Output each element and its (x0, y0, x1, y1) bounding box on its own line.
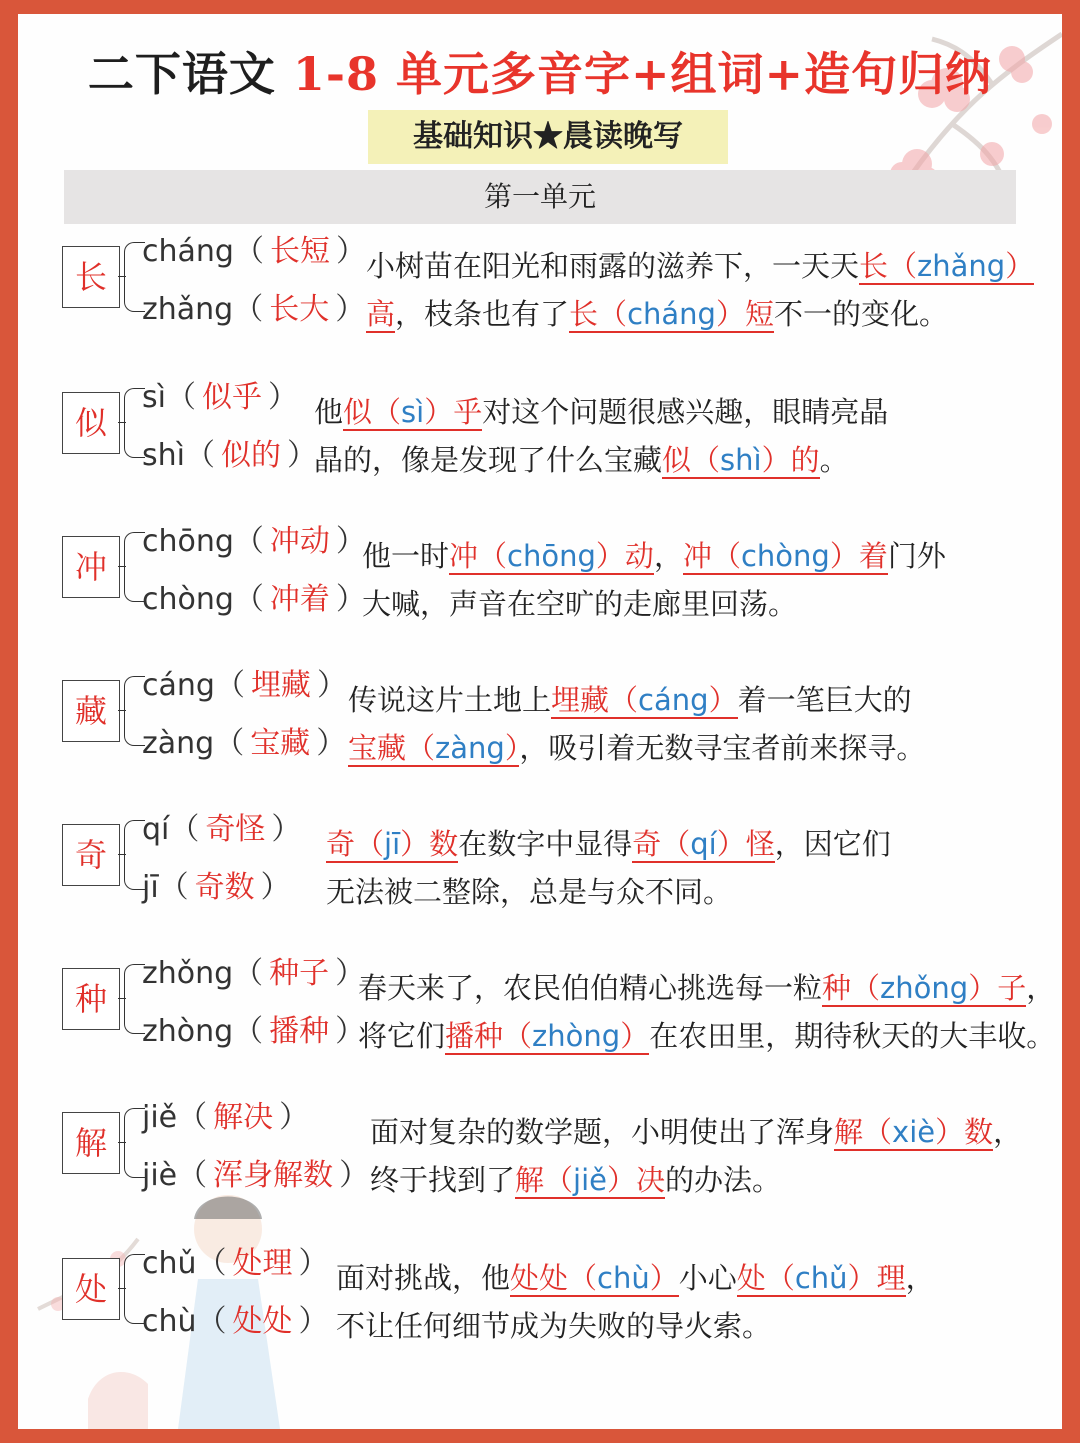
pinyin-annotation: xiè (892, 1115, 936, 1149)
reading-row (142, 232, 366, 272)
character-box: 似 (62, 392, 120, 454)
polyphone-entry (18, 814, 1062, 924)
pinyin-annotation: jiě (573, 1163, 608, 1197)
paren-close: ） (649, 1261, 679, 1295)
sentence-line (366, 246, 1034, 286)
sentence-line (366, 294, 948, 334)
example-word: 解决 (213, 1100, 274, 1135)
sentence-text: ， (1026, 971, 1056, 1005)
highlight-char: 理 (876, 1261, 906, 1295)
paren-close: ） (708, 683, 738, 717)
highlight-char: 动 (624, 539, 654, 573)
pinyin: chù (142, 1304, 197, 1339)
sentence-text: 在数字中显得 (458, 827, 633, 861)
reading-row (142, 1156, 369, 1196)
paren-open: （ (691, 443, 721, 477)
sentence-text: 大喊，声音在空旷的走廊里回荡。 (362, 587, 798, 621)
sentence-line (362, 536, 946, 576)
highlighted-word (632, 827, 775, 863)
sentence-text: ， (653, 539, 683, 573)
highlighted-word (662, 443, 820, 479)
character-box: 解 (62, 1112, 120, 1174)
paren-close: ） (335, 1014, 366, 1049)
reading-row (142, 1098, 309, 1138)
sentence-text: 他 (314, 395, 344, 429)
sentence-text: 门外 (887, 539, 946, 573)
sentence-text: 终于找到了 (370, 1163, 516, 1197)
sentence-text: 他一时 (362, 539, 450, 573)
highlight-char: 着 (858, 539, 888, 573)
example-word: 播种 (269, 1014, 330, 1049)
paren-close: ） (829, 539, 859, 573)
paren-close: ） (504, 731, 520, 765)
sentence-text: 面对复杂的数学题，小明使出了浑身 (370, 1115, 835, 1149)
polyphone-entry (18, 236, 1062, 346)
pinyin: jī (142, 870, 159, 905)
highlight-char: 似 (662, 443, 692, 477)
sentence-line (358, 1016, 1055, 1056)
paren-open: （ (598, 297, 628, 331)
character-box: 种 (62, 968, 120, 1030)
sentence-line (326, 824, 891, 864)
paren-close: ） (1005, 249, 1035, 283)
character-box: 长 (62, 246, 120, 308)
highlighted-word (326, 827, 458, 863)
sentence-line (336, 1306, 771, 1346)
example-word: 奇数 (194, 870, 255, 905)
polyphone-entry (18, 526, 1062, 636)
sentence-text: 的办法。 (665, 1163, 782, 1197)
paren-close: ） (298, 1246, 329, 1281)
unit-header: 第一单元 (64, 170, 1016, 224)
paren-close: ） (400, 827, 430, 861)
example-word: 冲动 (269, 524, 330, 559)
sentence-line (358, 968, 1055, 1008)
paren-close: ） (298, 1304, 329, 1339)
brace-tip (118, 1142, 126, 1143)
highlight-char: 数 (429, 827, 459, 861)
example-word: 长大 (269, 292, 330, 327)
highlight-char: 似 (343, 395, 373, 429)
highlighted-word (551, 683, 738, 719)
highlight-char: 解 (515, 1163, 545, 1197)
highlight-char: 宝藏 (348, 731, 407, 765)
paren-open: （ (765, 1261, 795, 1295)
pinyin-annotation: chòng (740, 539, 830, 573)
pinyin-annotation: cháng (627, 297, 716, 331)
highlight-char: 决 (636, 1163, 666, 1197)
paren-open: （ (851, 971, 881, 1005)
example-word: 浑身解数 (213, 1158, 334, 1193)
paren-close: ） (595, 539, 625, 573)
reading-row (142, 580, 366, 620)
highlighted-word (348, 731, 519, 767)
sentence-line (370, 1160, 781, 1200)
paren-open: （ (711, 539, 741, 573)
paren-open: （ (233, 1014, 264, 1049)
paren-close: ） (335, 292, 366, 327)
paren-open: （ (214, 668, 245, 703)
highlighted-word (569, 297, 774, 333)
paren-open: （ (609, 683, 639, 717)
sentence-text: 无法被二整除，总是与众不同。 (326, 875, 733, 909)
brace-tip (118, 710, 126, 711)
reading-row (142, 378, 298, 418)
highlight-char: 处 (736, 1261, 766, 1295)
sentence-line (336, 1258, 935, 1298)
sentence-line (362, 584, 797, 624)
sentence-text: ，吸引着无数寻宝者前来探寻。 (519, 731, 926, 765)
polyphone-entry (18, 382, 1062, 492)
pinyin: cháng (142, 234, 234, 269)
example-word: 长短 (269, 234, 330, 269)
paren-close: ） (620, 1019, 650, 1053)
paren-close: ） (935, 1115, 965, 1149)
reading-row (142, 810, 301, 850)
highlight-char: 奇 (632, 827, 662, 861)
pinyin: chōng (142, 524, 234, 559)
pinyin-annotation: zhòng (532, 1019, 621, 1053)
character-box: 处 (62, 1258, 120, 1320)
paren-open: （ (503, 1019, 533, 1053)
paren-open: （ (406, 731, 436, 765)
example-word: 种子 (269, 956, 330, 991)
highlighted-word (449, 539, 654, 575)
pinyin: zhǒng (142, 956, 234, 991)
character-box: 藏 (62, 680, 120, 742)
paren-close: ） (335, 524, 366, 559)
reading-row (142, 1302, 329, 1342)
pinyin-annotation: cáng (638, 683, 709, 717)
sentence-text: 在农田里，期待秋天的大丰收。 (649, 1019, 1056, 1053)
highlight-char: 数 (964, 1115, 994, 1149)
sentence-text: 对这个问题很感兴趣，眼睛亮晶 (482, 395, 889, 429)
paren-close: ） (424, 395, 454, 429)
example-word: 埋藏 (250, 668, 311, 703)
example-word: 似的 (220, 438, 281, 473)
highlighted-word (343, 395, 482, 431)
pinyin-annotation: zhǎng (917, 249, 1006, 283)
sentence-text: ，枝条也有了 (395, 297, 570, 331)
highlight-char: 长 (569, 297, 599, 331)
paren-open: （ (177, 1100, 208, 1135)
sentence-text: 着一笔巨大的 (737, 683, 912, 717)
highlighted-word (366, 297, 395, 333)
reading-row (142, 666, 347, 706)
paren-close: ） (335, 234, 366, 269)
example-word: 冲着 (269, 582, 330, 617)
pinyin: zhòng (142, 1014, 234, 1049)
highlight-char: 怪 (745, 827, 775, 861)
highlight-char: 种 (822, 971, 852, 1005)
pinyin-annotation: chǔ (794, 1261, 848, 1295)
paren-open: （ (214, 726, 245, 761)
highlight-char: 的 (790, 443, 820, 477)
paren-open: （ (355, 827, 385, 861)
sentence-line (314, 392, 888, 432)
paren-open: （ (372, 395, 402, 429)
paren-open: （ (169, 812, 200, 847)
example-word: 似乎 (201, 380, 262, 415)
paren-open: （ (233, 234, 264, 269)
polyphone-entry (18, 670, 1062, 780)
sentence-text: 小树苗在阳光和雨露的滋养下，一天天 (366, 249, 860, 283)
sentence-text: 面对挑战，他 (336, 1261, 511, 1295)
sentence-text: 不让任何细节成为失败的导火索。 (336, 1309, 772, 1343)
paren-open: （ (233, 524, 264, 559)
paren-open: （ (165, 380, 196, 415)
paren-close: ） (607, 1163, 637, 1197)
paren-open: （ (158, 870, 189, 905)
pinyin: sì (142, 380, 166, 415)
sentence-text: 不一的变化。 (773, 297, 948, 331)
pinyin: qí (142, 812, 170, 847)
paren-close: ） (761, 443, 791, 477)
pinyin-annotation: qí (690, 827, 717, 861)
polyphone-entry (18, 1102, 1062, 1212)
sentence-line (314, 440, 849, 480)
example-word: 处理 (232, 1246, 293, 1281)
subtitle-banner: 基础知识★晨读晚写 (368, 110, 728, 164)
paren-close: ） (339, 1158, 370, 1193)
pinyin: chòng (142, 582, 234, 617)
highlight-char: 乎 (453, 395, 483, 429)
highlighted-word (859, 249, 1034, 285)
paren-close: ） (716, 827, 746, 861)
highlighted-word (834, 1115, 993, 1151)
character-box: 冲 (62, 536, 120, 598)
highlighted-word (515, 1163, 665, 1199)
paren-open: （ (177, 1158, 208, 1193)
sentence-text: ，因它们 (774, 827, 891, 861)
reading-row (142, 724, 346, 764)
paren-open: （ (233, 582, 264, 617)
example-word: 奇怪 (205, 812, 266, 847)
paren-close: ） (335, 956, 366, 991)
sentence-text: 小心 (678, 1261, 737, 1295)
paren-open: （ (888, 249, 918, 283)
highlight-char: 埋藏 (551, 683, 610, 717)
pinyin-annotation: zàng (435, 731, 505, 765)
pinyin: jiě (142, 1100, 178, 1135)
highlight-char: 长 (859, 249, 889, 283)
sentence-text: 将它们 (358, 1019, 446, 1053)
paren-close: ） (267, 380, 298, 415)
paren-close: ） (271, 812, 302, 847)
polyphone-entry (18, 958, 1062, 1068)
worksheet-page (18, 14, 1062, 1429)
paren-open: （ (863, 1115, 893, 1149)
highlighted-word (822, 971, 1026, 1007)
brace-tip (118, 998, 126, 999)
page-title: 二下语文 1-8 单元多音字+组词+造句归纳 (87, 47, 993, 101)
reading-row (142, 522, 366, 562)
highlight-char: 播种 (445, 1019, 504, 1053)
paren-close: ） (847, 1261, 877, 1295)
pinyin: shì (142, 438, 185, 473)
sentence-text: ， (993, 1115, 1023, 1149)
reading-row (142, 436, 317, 476)
pinyin-annotation: sì (401, 395, 425, 429)
reading-row (142, 1012, 365, 1052)
character-box: 奇 (62, 824, 120, 886)
brace-tip (118, 276, 126, 277)
paren-open: （ (233, 292, 264, 327)
paren-close: ） (968, 971, 998, 1005)
paren-open: （ (196, 1304, 227, 1339)
pinyin: chǔ (142, 1246, 197, 1281)
sentence-text: 春天来了，农民伯伯精心挑选每一粒 (358, 971, 823, 1005)
sentence-text: ， (905, 1261, 935, 1295)
pinyin-annotation: shì (720, 443, 762, 477)
paren-close: ） (316, 668, 347, 703)
paren-open: （ (568, 1261, 598, 1295)
highlight-char: 高 (366, 297, 396, 331)
sentence-line (326, 872, 732, 912)
brace-tip (118, 566, 126, 567)
highlight-char: 处处 (510, 1261, 569, 1295)
sentence-line (370, 1112, 1022, 1152)
brace-tip (118, 1288, 126, 1289)
pinyin: zàng (142, 726, 215, 761)
paren-close: ） (279, 1100, 310, 1135)
pinyin: zhǎng (142, 292, 234, 327)
polyphone-entry (18, 1248, 1062, 1358)
reading-row (142, 954, 365, 994)
highlighted-word (737, 1261, 906, 1297)
paren-open: （ (544, 1163, 574, 1197)
highlighted-word (445, 1019, 649, 1055)
paren-close: ） (286, 438, 317, 473)
brace-tip (118, 854, 126, 855)
pinyin-annotation: chōng (507, 539, 596, 573)
reading-row (142, 1244, 329, 1284)
paren-close: ） (316, 726, 347, 761)
sentence-text: 晶的，像是发现了什么宝藏 (314, 443, 663, 477)
sentence-line (348, 728, 925, 768)
paren-open: （ (184, 438, 215, 473)
sentence-text: 。 (819, 443, 849, 477)
paren-close: ） (335, 582, 366, 617)
sentence-text: 传说这片土地上 (348, 683, 552, 717)
pinyin-annotation: chù (597, 1261, 650, 1295)
paren-open: （ (196, 1246, 227, 1281)
example-word: 宝藏 (250, 726, 311, 761)
highlight-char: 奇 (326, 827, 356, 861)
paren-close: ） (715, 297, 745, 331)
brace-tip (118, 422, 126, 423)
highlight-char: 子 (997, 971, 1027, 1005)
highlight-char: 冲 (449, 539, 479, 573)
example-word: 处处 (232, 1304, 293, 1339)
pinyin-annotation: zhǒng (880, 971, 969, 1005)
highlight-char: 短 (744, 297, 774, 331)
reading-row (142, 290, 365, 330)
highlighted-word (683, 539, 888, 575)
highlight-char: 解 (834, 1115, 864, 1149)
paren-open: （ (661, 827, 691, 861)
sentence-line (348, 680, 912, 720)
pinyin: jiè (142, 1158, 178, 1193)
paren-open: （ (233, 956, 264, 991)
pinyin: cáng (142, 668, 215, 703)
paren-open: （ (478, 539, 508, 573)
pinyin-annotation: jī (384, 827, 401, 861)
highlight-char: 冲 (682, 539, 712, 573)
reading-row (142, 868, 291, 908)
paren-close: ） (260, 870, 291, 905)
highlighted-word (510, 1261, 679, 1297)
